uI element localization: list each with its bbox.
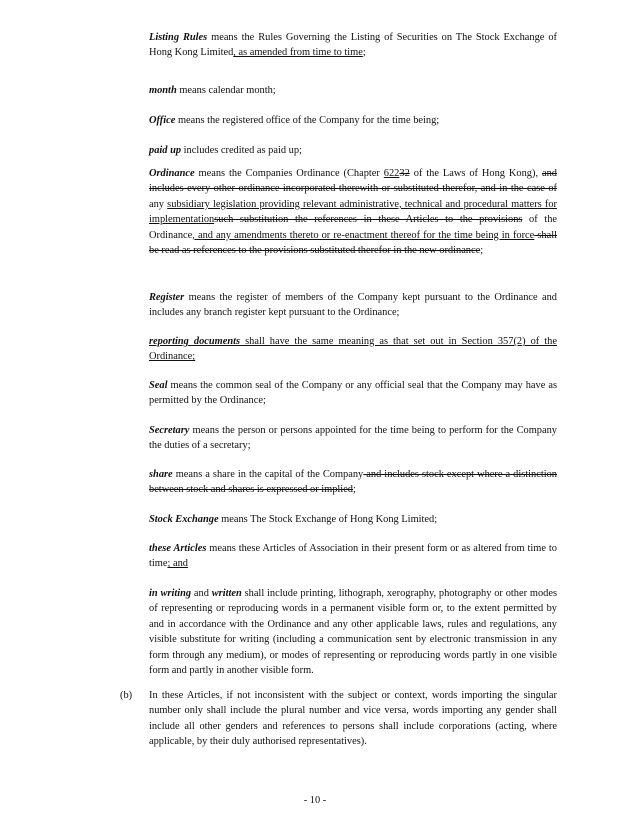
term-month: month xyxy=(149,85,177,96)
term-these-articles: these Articles xyxy=(149,543,207,554)
definition-register xyxy=(149,290,557,321)
punctuation: ; xyxy=(362,47,366,59)
term-ordinance: Ordinance xyxy=(149,168,195,179)
definition-text: means the Companies Ordinance (Chapter xyxy=(194,168,384,179)
term-register: Register xyxy=(149,292,185,303)
definition-text: any xyxy=(149,198,168,210)
term-share: share xyxy=(149,469,173,480)
term-office: Office xyxy=(149,115,176,126)
deleted-text: 32 xyxy=(399,168,410,179)
punctuation: ; xyxy=(353,484,356,496)
definition-text: means the register of members of the Company kept pursuant to the Ordinance and includes any branch register kept pursuant to the Ordinance; xyxy=(149,292,557,319)
inserted-text: , and any amendments thereto or re-enactment thereof for the time being in force xyxy=(192,229,535,241)
definition-text: means these Articles of Association in their present form or as altered from time to time xyxy=(149,543,557,570)
definition-share xyxy=(149,467,557,498)
definition-text: of the Ordinance xyxy=(149,214,558,241)
definition-text: means the common seal of the Company or any official seal that the Company may have as permitted by the Ordinance; xyxy=(149,380,557,407)
inserted-text: subsidiary legislation providing relevant administrative, technical and procedural matters for implementation xyxy=(149,198,557,226)
term-listing-rules: Listing Rules xyxy=(149,32,208,43)
definition-ordinance xyxy=(149,166,557,258)
definition-these-articles xyxy=(149,541,557,572)
page-number: - 10 - xyxy=(303,795,327,806)
definition-seal xyxy=(149,378,557,409)
clause-b-text: In these Articles, if not inconsistent with the subject or context, words importing the singular number only shall include the plural number and vice versa, words importing any gender shall include all other genders and references to persons shall include corporations (acting, where applicable, by their duly authorised representatives). xyxy=(149,690,557,748)
term-reporting-documents: reporting documents xyxy=(149,336,241,347)
definition-in-writing xyxy=(149,586,557,678)
term-in-writing: in writing xyxy=(149,588,192,599)
definition-text: includes credited as paid up; xyxy=(181,145,302,156)
inserted-text: 622 xyxy=(383,168,400,179)
term-seal: Seal xyxy=(149,380,168,391)
deleted-text: and includes every other ordinance incorporated therewith or substituted therefor, and in the case of xyxy=(149,168,558,195)
deleted-text: such substitution the references in these Articles to the provisions xyxy=(214,214,523,226)
term-stock-exchange: Stock Exchange xyxy=(149,514,219,525)
term-secretary: Secretary xyxy=(149,425,190,436)
definition-secretary xyxy=(149,423,557,454)
definition-office xyxy=(149,113,557,128)
definition-month xyxy=(149,83,557,98)
definition-text: means the Rules Governing the Listing of Securities on The Stock Exchange of Hong Kong Limited xyxy=(149,32,557,59)
conjunction: and xyxy=(191,588,212,599)
definition-text: means The Stock Exchange of Hong Kong Limited; xyxy=(218,514,438,525)
definition-text: means the person or persons appointed for the time being to perform for the Company the duties of a secretary; xyxy=(149,425,557,452)
inserted-text: ; and xyxy=(167,558,188,570)
deleted-text: and includes stock except where a distinction between stock and shares is expressed or implied xyxy=(149,469,557,496)
definition-text: means a share in the capital of the Company xyxy=(172,469,364,480)
definition-text: means calendar month; xyxy=(176,85,276,96)
inserted-text: shall have the same meaning as that set out in Section 357(2) of the Ordinance; xyxy=(149,336,557,363)
inserted-text: , as amended from time to time xyxy=(233,47,363,59)
definition-text: of the Laws of Hong Kong), xyxy=(409,168,542,179)
definition-listing-rules xyxy=(149,30,557,61)
definition-text: means the registered office of the Company for the time being; xyxy=(175,115,440,126)
term-written: written xyxy=(211,588,242,599)
term-paid-up: paid up xyxy=(149,145,182,156)
punctuation: ; xyxy=(480,245,484,257)
definition-text: shall include printing, lithograph, xerography, photography or other modes of representing or reproducing words in a permanent visible form or, to the extent permitted by and in accordance with the Ordinance and any other applicable laws, rules and regulations, any visible substitute for writing (including a communication sent by electronic transmission in any form through any medium), or modes of representing or reproducing words partly in one visible form and partly in another visible form. xyxy=(149,588,557,677)
clause-marker: (b) xyxy=(120,690,133,701)
definition-paid-up xyxy=(149,143,557,158)
definition-reporting-documents xyxy=(149,334,557,365)
definition-stock-exchange xyxy=(149,512,557,527)
deleted-text: shall be read as references to the provisions substituted therefor in the new ordinance xyxy=(149,229,557,257)
